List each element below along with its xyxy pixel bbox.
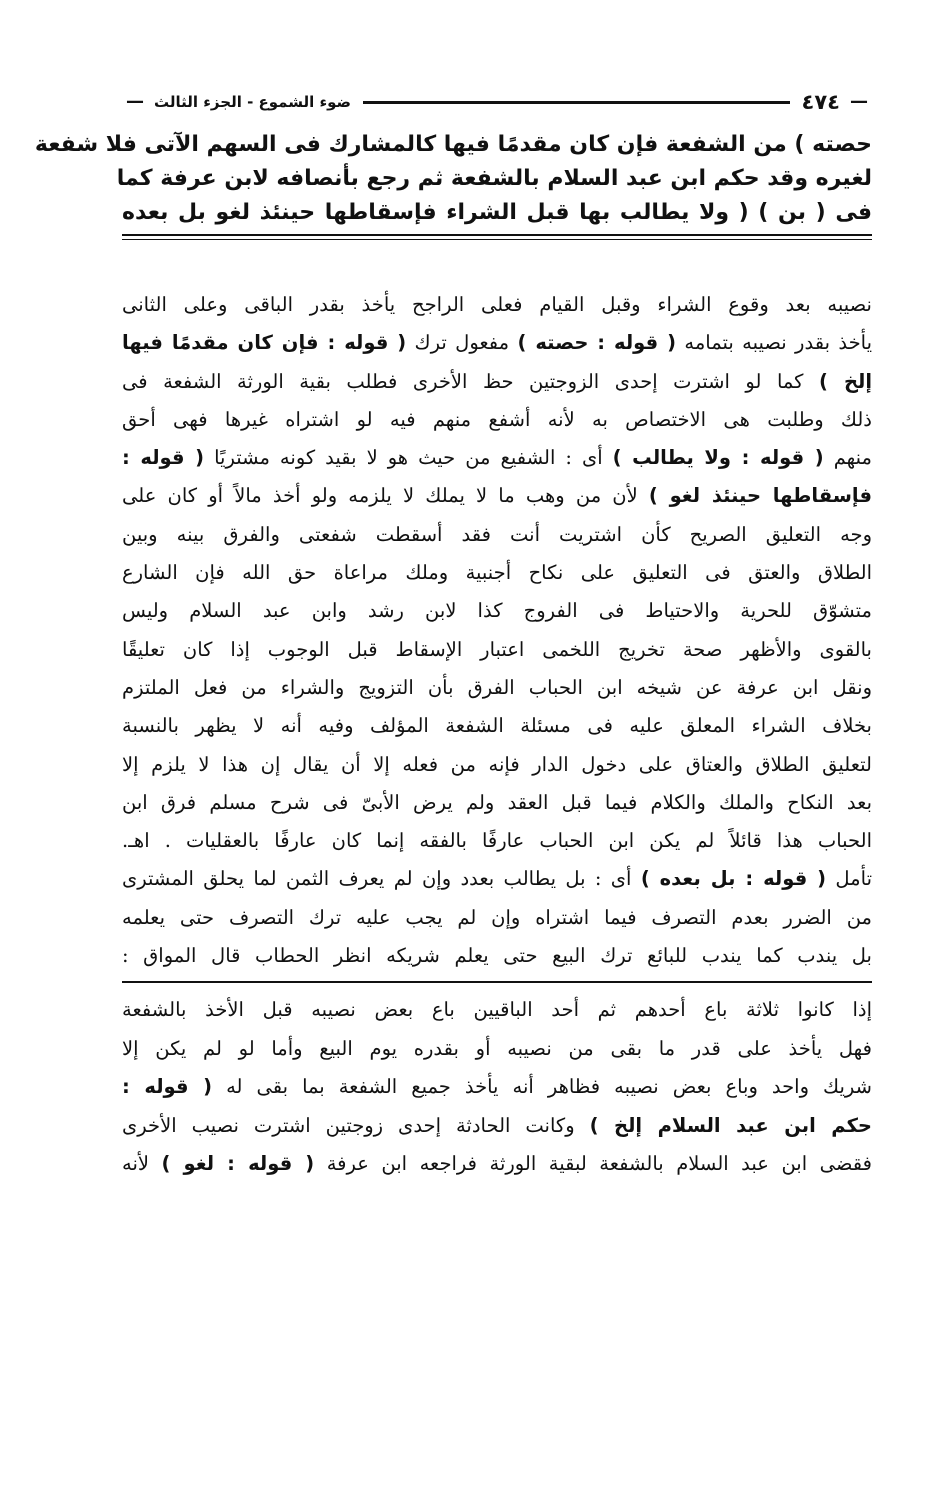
bold-quote: ( قوله : [122,1075,213,1099]
commentary-line [122,860,872,898]
text-run: يأخذ بقدر نصيبه بتمامه [676,331,872,355]
commentary-line [122,592,872,630]
text-run: فهل يأخذ على قدر ما بقى من نصيبه أو بقدره يوم البيع وأما لو لم يكن إلا [122,1036,872,1060]
bold-quote: ( قوله : فإن كان مقدمًا فيها [122,331,407,355]
footnote-line [122,991,872,1030]
header-dash: — [850,91,868,112]
commentary-line [122,707,872,745]
text-run: من الضرر بعدم التصرف فيما اشتراه وإن لم يجب عليه ترك التصرف حتى يعلمه [122,905,872,929]
matn-divider [122,234,872,240]
page-number: ٤٧٤ [801,90,840,114]
commentary-line [122,516,872,554]
bold-quote: ( قوله : بل بعده ) [640,867,827,891]
matn-text [34,128,872,266]
commentary-line [122,631,872,669]
commentary-line [122,477,872,515]
text-run: لأن من وهب ما لا يملك لا يلزمه ولو أخذ مالاً أو كان على [122,484,649,508]
footnote-separator [122,981,872,983]
commentary-line [122,822,872,860]
commentary-line [122,937,872,975]
footnote-text [122,991,872,1184]
commentary-line [122,669,872,707]
commentary-line [122,439,872,477]
text-run: ذلك وطلبت هى الاختصاص به لأنه أشفع منهم فيه لو اشتراه غيرها فهى أحق [122,407,872,431]
text-run: فقضى ابن عبد السلام بالشفعة لبقية الورثة فراجعه ابن عرفة [314,1152,872,1176]
footnote-line [122,1145,872,1184]
text-run: بخلاف الشراء المعلق عليه فى مسئلة الشفعة المؤلف وفيه أنه لا يظهر بالنسبة [122,714,872,738]
commentary-line [122,899,872,937]
footnote-line [122,1068,872,1107]
text-run: نصيبه بعد وقوع الشراء وقبل القيام فعلى الراجح يأخذ بقدر الباقى وعلى الثانى [122,293,872,316]
text-run: الطلاق والعتق فى التعليق على نكاح أجنبية وملك مراعاة حق الله فإن الشارع [122,561,872,585]
text-run: مفعول ترك [406,331,518,355]
text-run: لأنه [122,1152,162,1176]
text-run: بل يندب كما يندب للبائع ترك البيع حتى يعلم شريكه انظر الحطاب قال المواق : [122,944,872,968]
text-run: وجه التعليق الصريح كأن اشتريت أنت فقد أسقطت شفعتى والفرق بينه وبين [122,522,872,546]
text-run: متشوّق للحرية والاحتياط فى الفروج كذا لابن رشد وابن عبد السلام وليس [122,599,872,623]
bold-quote: إلخ ) [818,369,872,393]
footnote-line [122,1107,872,1146]
bold-quote: ( قوله : [122,446,205,470]
commentary-line [122,746,872,784]
text-run: بعد النكاح والملك والكلام فيما قبل العقد ولم يرض الأبىّ فى شرح مسلم فرق ابن [122,790,872,814]
commentary-line [122,784,872,822]
text-run: أى : الشفيع من حيث هو لا بقيد كونه مشتريًا [204,446,613,470]
bold-quote: فإسقاطها حينئذ لغو ) [648,484,872,508]
matn-line: فى ( بن ) ( ولا يطالب بها قبل الشراء فإسقاطها حينئذ لغو بل بعده [122,200,872,225]
text-run: تأمل [826,867,873,891]
commentary-line [122,401,872,439]
text-run: الحباب هذا قائلاً لم يكن ابن الحباب عارفًا بالفقه إنما كان عارفًا بالعقليات . اهـ. [122,829,872,853]
header-rule [363,101,789,104]
commentary-text [122,286,872,975]
commentary-line [122,286,872,324]
text-run: كما لو اشترت إحدى الزوجتين حظ الأخرى فطلب بقية الورثة الشفعة فى [122,369,819,393]
running-header [122,88,872,116]
book-page [34,88,873,1448]
text-run: منهم [823,446,872,470]
book-title: ضوء الشموع - الجزء الثالث [154,93,352,111]
footnote-line [122,1030,872,1069]
bold-quote: حكم ابن عبد السلام إلخ ) [589,1113,872,1137]
commentary-line [122,363,872,401]
commentary-line [122,554,872,592]
commentary-line [122,324,872,362]
matn-line: لغيره وقد حكم ابن عبد السلام بالشفعة ثم رجع بأنصافه لابن عرفة كما [116,166,872,191]
bold-quote: ( قوله : حصته ) [517,331,677,355]
text-run: أى : بل يطالب بعدد وإن لم يعرف الثمن لما يحلق المشترى [122,867,641,891]
bold-quote: ( قوله : لغو ) [161,1152,315,1176]
text-run: وكانت الحادثة إحدى زوجتين اشترت نصيب الأخرى [122,1113,590,1137]
text-run: ونقل ابن عرفة عن شيخه ابن الحباب الفرق بأن التزويج والشراء من فعل الملتزم [122,675,872,699]
bold-quote: ( قوله : ولا يطالب ) [612,446,824,470]
text-run: بالقوى والأظهر صحة تخريج اللخمى اعتبار الإسقاط قبل الوجوب إذا كان تعليقًا [122,637,872,661]
header-end-dash: — [126,91,144,112]
text-run: لتعليق الطلاق والعتاق على دخول الدار فإنه من فعله إلا أن يقال إن هذا لا يلزم إلا [122,752,872,776]
text-run: شريك واحد وباع بعض نصيبه فظاهر أنه يأخذ جميع الشفعة بما بقى له [212,1075,872,1099]
matn-line: حصته ) من الشفعة فإن كان مقدمًا فيها كالمشارك فى السهم الآتى فلا شفعة [34,132,872,157]
text-run: إذا كانوا ثلاثة باع أحدهم ثم أحد الباقيين باع بعض نصيبه قبل الأخذ بالشفعة [122,998,872,1022]
